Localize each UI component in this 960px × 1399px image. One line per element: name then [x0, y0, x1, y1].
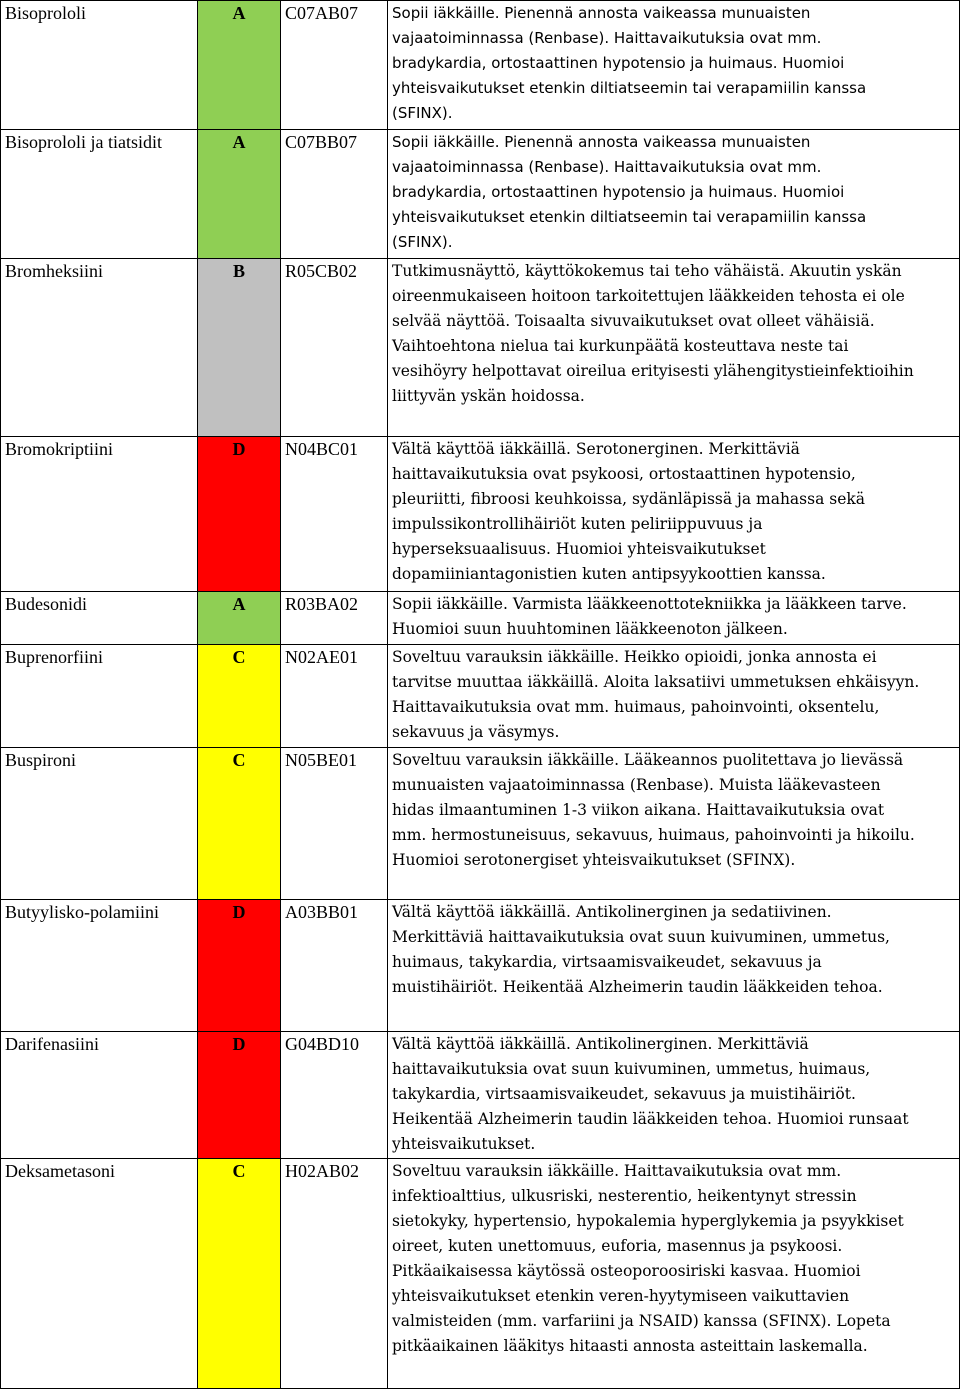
drug-name: Deksametasoni [1, 1159, 198, 1389]
atc-code: R03BA02 [281, 592, 388, 645]
description-line: Huomioi serotonergiset yhteisvaikutukset (SFINX). [392, 851, 796, 869]
drug-name: Budesonidi [1, 592, 198, 645]
description-line: selvää näyttöä. Toisaalta sivuvaikutukset ovat olleet vähäisiä. [392, 312, 875, 330]
atc-code: C07BB07 [281, 130, 388, 259]
drug-name: Buspironi [1, 748, 198, 900]
classification-badge: A [198, 130, 281, 259]
description-line: vajaatoiminnassa (Renbase). Haittavaikutuksia ovat mm. [392, 158, 822, 176]
drug-table-body [1, 1, 960, 1389]
description-line: hyperseksuaalisuus. Huomioi yhteisvaikutukset [392, 540, 766, 558]
classification-badge: D [198, 900, 281, 1032]
drug-name: Bromheksiini [1, 259, 198, 437]
description-line: Pitkäaikaisessa käytössä osteoporoosiriski kasvaa. Huomioi [392, 1262, 861, 1280]
drug-description [388, 437, 960, 592]
description-line: mm. hermostuneisuus, sekavuus, huimaus, pahoinvointi ja hikoilu. [392, 826, 915, 844]
description-line: Heikentää Alzheimerin taudin lääkkeiden tehoa. Huomioi runsaat [392, 1110, 909, 1128]
drug-description [388, 1, 960, 130]
drug-row [1, 1032, 960, 1159]
description-line: yhteisvaikutukset. [392, 1135, 536, 1153]
classification-badge: C [198, 645, 281, 748]
atc-code: A03BB01 [281, 900, 388, 1032]
description-line: vesihöyry helpottavat oireilua erityisesti ylähengitystieinfektioihin [392, 362, 914, 380]
description-line: dopamiiniantagonistien kuten antipsyykoottien kanssa. [392, 565, 826, 583]
description-line: vajaatoiminnassa (Renbase). Haittavaikutuksia ovat mm. [392, 29, 822, 47]
drug-description [388, 592, 960, 645]
classification-badge: D [198, 1032, 281, 1159]
description-line: yhteisvaikutukset etenkin veren-hyytymiseen vaikuttavien [392, 1287, 850, 1305]
atc-code: N05BE01 [281, 748, 388, 900]
description-line: (SFINX). [392, 104, 453, 122]
drug-name: Butyylisko-polamiini [1, 900, 198, 1032]
description-line: huimaus, takykardia, virtsaamisvaikeudet, sekavuus ja [392, 953, 822, 971]
drug-row [1, 1159, 960, 1389]
drug-row [1, 592, 960, 645]
description-line: (SFINX). [392, 233, 453, 251]
description-line: sekavuus ja väsymys. [392, 723, 560, 741]
description-line: muistihäiriöt. Heikentää Alzheimerin taudin lääkkeiden tehoa. [392, 978, 883, 996]
drug-description [388, 259, 960, 437]
description-line: bradykardia, ortostaattinen hypotensio ja huimaus. Huomioi [392, 54, 845, 72]
drug-name: Bromokriptiini [1, 437, 198, 592]
description-line: hidas ilmaantuminen 1-3 viikon aikana. Haittavaikutuksia ovat [392, 801, 885, 819]
drug-name: Bisoprololi [1, 1, 198, 130]
atc-code: G04BD10 [281, 1032, 388, 1159]
description-line: liittyvän yskän hoidossa. [392, 387, 585, 405]
description-line: Huomioi suun huuhtominen lääkkeenoton jälkeen. [392, 620, 788, 638]
description-line: tarvitse muuttaa iäkkäillä. Aloita laksatiivi ummetuksen ehkäisyyn. [392, 673, 920, 691]
description-line: Soveltuu varauksin iäkkäille. Lääkeannos puolitettava jo lievässä [392, 751, 904, 769]
atc-code: H02AB02 [281, 1159, 388, 1389]
drug-description [388, 1159, 960, 1389]
description-line: haittavaikutuksia ovat psykoosi, ortostaattinen hypotensio, [392, 465, 856, 483]
description-line: Sopii iäkkäille. Pienennä annosta vaikeassa munuaisten [392, 4, 811, 22]
description-line: pleuriitti, fibroosi keuhkoissa, sydänläpissä ja mahassa sekä [392, 490, 865, 508]
atc-code: R05CB02 [281, 259, 388, 437]
classification-badge: A [198, 592, 281, 645]
description-line: infektioalttius, ulkusriski, nesterentio, heikentynyt stressin [392, 1187, 857, 1205]
drug-name: Bisoprololi ja tiatsidit [1, 130, 198, 259]
atc-code: C07AB07 [281, 1, 388, 130]
description-line: oireenmukaiseen hoitoon tarkoitettujen lääkkeiden tehosta ei ole [392, 287, 905, 305]
description-line: Vältä käyttöä iäkkäillä. Antikolinerginen ja sedatiivinen. [392, 903, 832, 921]
drug-row [1, 900, 960, 1032]
description-line: yhteisvaikutukset etenkin diltiatseemin tai verapamiilin kanssa [392, 208, 867, 226]
drug-row [1, 748, 960, 900]
description-line: impulssikontrollihäiriöt kuten peliriippuvuus ja [392, 515, 763, 533]
description-line: Soveltuu varauksin iäkkäille. Heikko opioidi, jonka annosta ei [392, 648, 877, 666]
classification-badge: C [198, 1159, 281, 1389]
drug-description [388, 1032, 960, 1159]
atc-code: N04BC01 [281, 437, 388, 592]
classification-badge: B [198, 259, 281, 437]
description-line: takykardia, virtsaamisvaikeudet, sekavuus ja muistihäiriöt. [392, 1085, 856, 1103]
drug-row [1, 437, 960, 592]
atc-code: N02AE01 [281, 645, 388, 748]
description-line: munuaisten vajaatoiminnassa (Renbase). Muista lääkevasteen [392, 776, 881, 794]
description-line: valmisteiden (mm. varfariini ja NSAID) kanssa (SFINX). Lopeta [392, 1312, 891, 1330]
description-line: Haittavaikutuksia ovat mm. huimaus, pahoinvointi, oksentelu, [392, 698, 880, 716]
description-line: haittavaikutuksia ovat suun kuivuminen, ummetus, huimaus, [392, 1060, 871, 1078]
drug-description [388, 748, 960, 900]
drug-description [388, 130, 960, 259]
drug-description [388, 900, 960, 1032]
classification-badge: D [198, 437, 281, 592]
classification-badge: C [198, 748, 281, 900]
description-line: Vaihtoehtona nielua tai kurkunpäätä kosteuttava neste tai [392, 337, 849, 355]
description-line: pitkäaikainen lääkitys hitaasti annosta asteittain laskemalla. [392, 1337, 868, 1355]
description-line: bradykardia, ortostaattinen hypotensio ja huimaus. Huomioi [392, 183, 845, 201]
description-line: Soveltuu varauksin iäkkäille. Haittavaikutuksia ovat mm. [392, 1162, 842, 1180]
drug-row [1, 130, 960, 259]
description-line: Sopii iäkkäille. Pienennä annosta vaikeassa munuaisten [392, 133, 811, 151]
drug-description [388, 645, 960, 748]
drug-row [1, 645, 960, 748]
description-line: Merkittäviä haittavaikutuksia ovat suun kuivuminen, ummetus, [392, 928, 890, 946]
classification-badge: A [198, 1, 281, 130]
description-line: oireet, kuten unettomuus, euforia, masennus ja psykoosi. [392, 1237, 843, 1255]
description-line: Vältä käyttöä iäkkäillä. Serotonerginen. Merkittäviä [392, 440, 800, 458]
drug-name: Buprenorfiini [1, 645, 198, 748]
description-line: Tutkimusnäyttö, käyttökokemus tai teho vähäistä. Akuutin yskän [392, 262, 902, 280]
description-line: Vältä käyttöä iäkkäillä. Antikolinerginen. Merkittäviä [392, 1035, 809, 1053]
drug-name: Darifenasiini [1, 1032, 198, 1159]
drug-row [1, 1, 960, 130]
drug-row [1, 259, 960, 437]
description-line: sietokyky, hypertensio, hypokalemia hyperglykemia ja psyykkiset [392, 1212, 904, 1230]
description-line: Sopii iäkkäille. Varmista lääkkeenottotekniikka ja lääkkeen tarve. [392, 595, 907, 613]
description-line: yhteisvaikutukset etenkin diltiatseemin tai verapamiilin kanssa [392, 79, 867, 97]
